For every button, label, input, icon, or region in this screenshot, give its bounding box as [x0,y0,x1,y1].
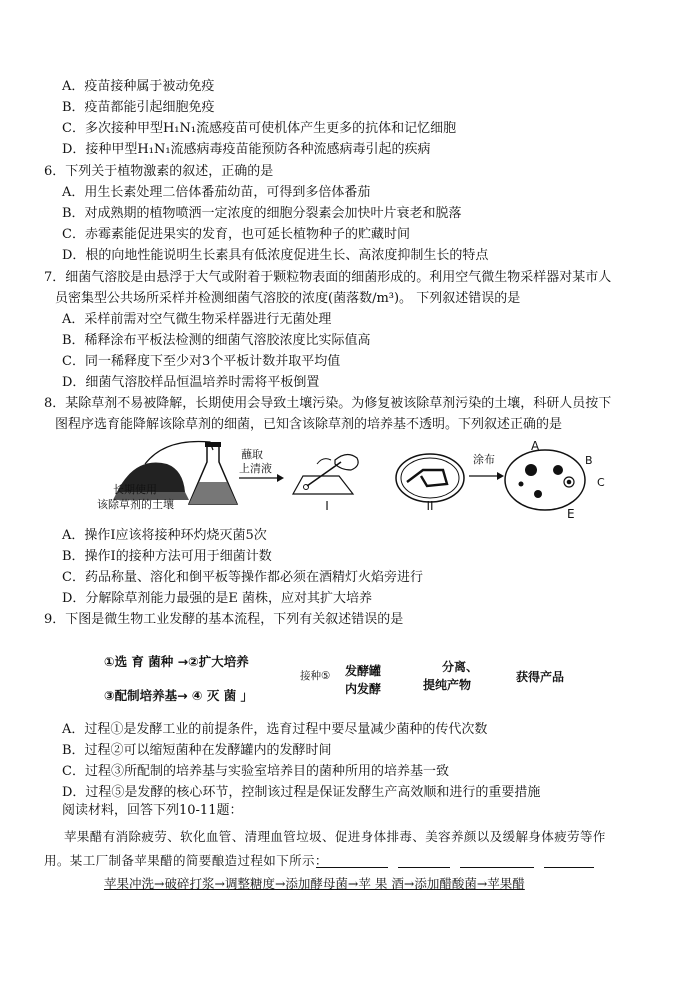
q7-stem-line1: 7．细菌气溶胶是由悬浮于大气或附着于颗粒物表面的细菌形成的。利用空气微生物采样器对某市人 [44,270,612,285]
step1-label-line1: 蘸取 [241,448,263,461]
q8-stem-line2: 图程序选育能降解该除草剂的细菌，已知含该除草剂的培养基不透明。下列叙述正确的是 [55,417,563,432]
flow-fermenter-line1: 发酵罐 [345,664,382,678]
colony-label-b: B [585,454,593,467]
blank-line-2 [398,867,450,868]
q7-option-b: B．稀释涂布平板法检测的细菌气溶胶浓度比实际值高 [62,333,371,348]
operation-1-label: I [325,499,329,513]
blank-line-1 [316,867,388,868]
q7-option-a: A．采样前需对空气微生物采样器进行无菌处理 [62,312,332,327]
q9-option-b: B．过程②可以缩短菌种在发酵罐内的发酵时间 [62,743,332,758]
q8-option-d: D．分解除草剂能力最强的是E 菌株，应对其扩大培养 [62,591,373,606]
q6-option-c: C．赤霉素能促进果实的发育，也可延长植物种子的贮藏时间 [62,227,410,242]
q7-option-c: C．同一稀释度下至少对3个平板计数并取平均值 [62,354,341,369]
reading-intro: 阅读材料，回答下列10-11题： [62,803,243,818]
q6-option-b: B．对成熟期的植物喷洒一定浓度的细胞分裂素会加快叶片衰老和脱落 [62,206,462,221]
q6-stem: 6．下列关于植物激素的叙述，正确的是 [44,164,274,179]
vinegar-process-flow: 苹果冲洗→破碎打浆→调整糖度→添加酵母菌→苹 果 酒→添加醋酸菌→苹果醋 [104,876,525,891]
flow-separate-line2: 提纯产物 [423,678,472,692]
flow-separate-line1: 分离、 [442,660,479,674]
q6-option-a: A．用生长素处理二倍体番茄幼苗，可得到多倍体番茄 [62,185,371,200]
spread-label: 涂布 [473,453,495,466]
soil-caption-line2: 该除草剂的土壤 [97,498,174,511]
q8-stem-line1: 8．某除草剂不易被降解，长期使用会导致土壤污染。为修复被该除草剂污染的土壤，科研人员按下 [44,396,612,411]
q7-option-d: D．细菌气溶胶样品恒温培养时需将平板倒置 [62,375,320,390]
connecting-tube [145,441,213,464]
q9-option-c: C．过程③所配制的培养基与实验室培养目的菌种所用的培养基一致 [62,764,449,779]
q8-option-b: B．操作I的接种方法可用于细菌计数 [62,549,272,564]
q5-option-a: A．疫苗接种属于被动免疫 [62,79,215,94]
reading-paragraph-line2: 用。某工厂制备苹果醋的简要酿造过程如下所示： [44,853,328,868]
colony-label-e: E [567,507,575,521]
inoculating-loop-icon [293,454,358,494]
q8-option-a: A．操作I应该将接种环灼烧灭菌5次 [62,528,267,543]
q8-option-c: C．药品称量、溶化和倒平板等操作都必须在酒精灯火焰旁进行 [62,570,423,585]
streak-plate-icon [396,454,464,502]
flow-step-3-4: ③配制培养基→ ④ 灭 菌 」 [104,688,254,703]
q5-option-c: C．多次接种甲型H₁N₁流感疫苗可使机体产生更多的抗体和记忆细胞 [62,121,457,136]
q8-procedure-figure [95,436,615,522]
q7-stem-line2: 员密集型公共场所采样并检测细菌气溶胶的浓度(菌落数/m³)。 下列叙述错误的是 [55,291,521,306]
q9-option-a: A．过程①是发酵工业的前提条件，选育过程中要尽量减少菌种的传代次数 [62,722,488,737]
flow-product: 获得产品 [516,670,565,684]
blank-line-3 [460,867,534,868]
q5-option-d: D．接种甲型H₁N₁流感病毒疫苗能预防各种流感病毒引起的疾病 [62,142,431,157]
conical-flask-icon [189,442,237,504]
flow-fermenter-line2: 内发酵 [345,682,382,696]
step1-label-line2: 上清液 [239,462,272,475]
soil-caption-line1: 长期使用 [113,483,157,496]
flow-step-1-2: ①选 育 菌种 →②扩大培养 [104,654,249,669]
colony-label-c: C [597,476,605,489]
q9-stem: 9．下图是微生物工业发酵的基本流程，下列有关叙述错误的是 [44,612,404,627]
flow-inoculate-label: 接种⑤ [300,670,331,682]
blank-line-4 [544,867,594,868]
q9-option-d: D．过程⑤是发酵的核心环节，控制该过程是保证发酵生产高效顺和进行的重要措施 [62,785,541,800]
operation-2-label: II [426,499,434,513]
q5-option-b: B．疫苗都能引起细胞免疫 [62,100,215,115]
q6-option-d: D．根的向地性能说明生长素具有低浓度促进生长、高浓度抑制生长的特点 [62,248,489,263]
colony-label-a: A [531,439,540,453]
colony-plate-icon [505,450,585,510]
reading-paragraph-line1: 苹果醋有消除疲劳、软化血管、清理血管垃圾、促进身体排毒、美容养颜以及缓解身体疲劳等作 [64,829,606,844]
